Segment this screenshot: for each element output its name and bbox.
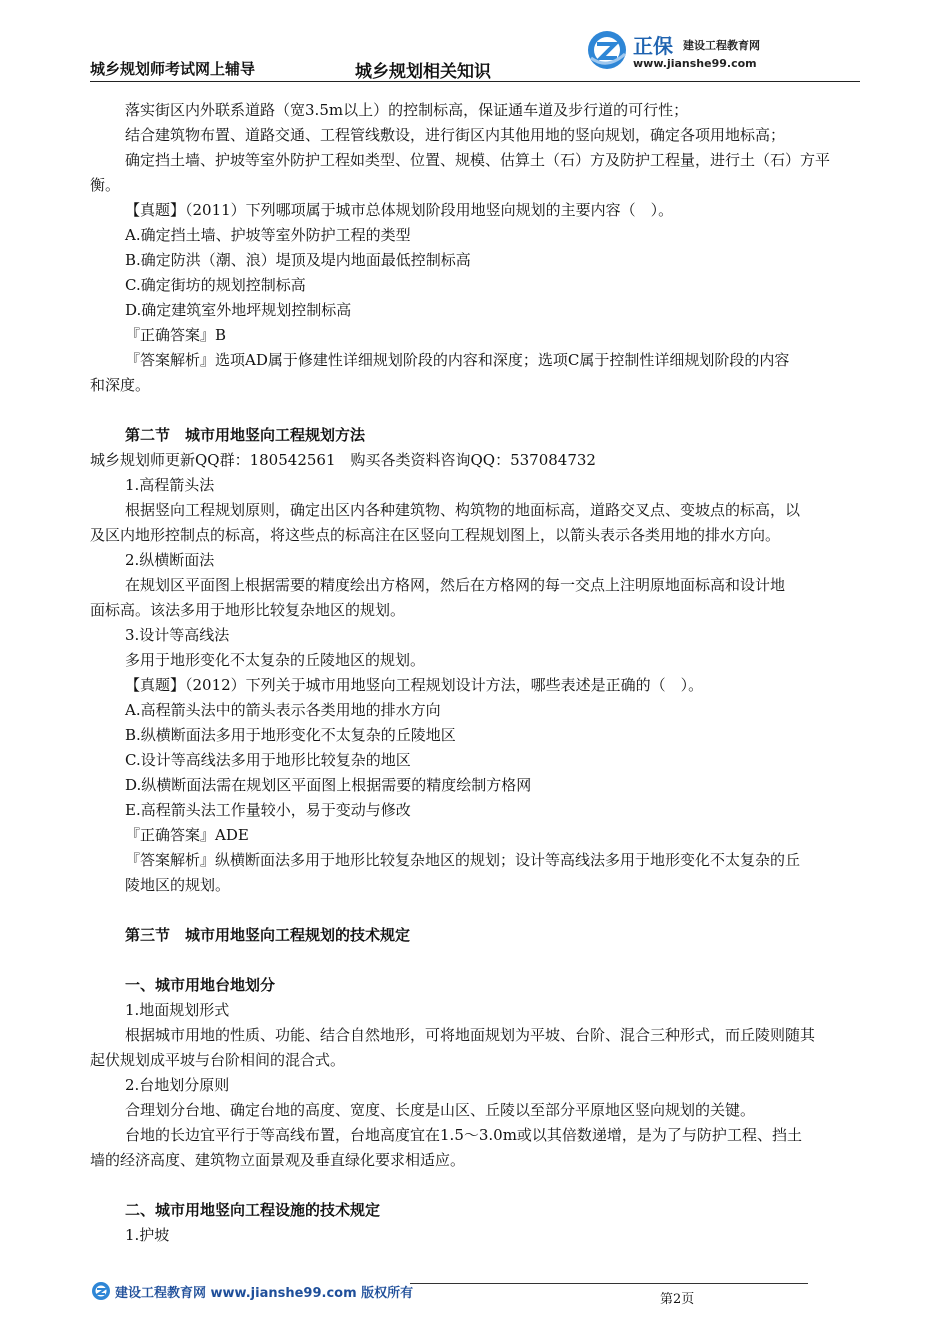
option-b: B.纵横断面法多用于地形变化不太复杂的丘陵地区 bbox=[125, 726, 456, 744]
subheading: 1.高程箭头法 bbox=[125, 476, 215, 494]
page-number: 第2页 bbox=[660, 1292, 695, 1307]
header-rule bbox=[90, 81, 860, 82]
option-a: A.高程箭头法中的箭头表示各类用地的排水方向 bbox=[125, 701, 441, 719]
footer-text: 建设工程教育网 www.jianshe99.com 版权所有 bbox=[115, 1286, 414, 1301]
qq-info: 城乡规划师更新QQ群：180542561 购买各类资料咨询QQ：537084732 bbox=[90, 451, 596, 469]
option-e: E.高程箭头法工作量较小，易于变动与修改 bbox=[125, 801, 411, 819]
text-line: 确定挡土墙、护坡等室外防护工程如类型、位置、规模、估算土（石）方及防护工程量，进行土（石）方平 bbox=[125, 151, 831, 169]
subheading: 1.护坡 bbox=[125, 1226, 170, 1244]
text-line: 墙的经济高度、建筑物立面景观及垂直绿化要求相适应。 bbox=[90, 1151, 466, 1169]
text-line: 根据竖向工程规划原则，确定出区内各种建筑物、构筑物的地面标高，道路交叉点、变坡点的标高，以 bbox=[125, 501, 801, 519]
text-line: 及区内地形控制点的标高，将这些点的标高注在区竖向工程规划图上，以箭头表示各类用地的排水方向。 bbox=[90, 526, 781, 544]
question-stem: 【真题】（2011）下列哪项属于城市总体规划阶段用地竖向规划的主要内容（ ）。 bbox=[125, 201, 674, 219]
text-line: 和深度。 bbox=[90, 376, 151, 394]
section-heading: 第三节 城市用地竖向工程规划的技术规定 bbox=[125, 926, 411, 944]
option-c: C.确定街坊的规划控制标高 bbox=[125, 276, 306, 294]
footer-logo-icon bbox=[90, 1281, 112, 1301]
text-line: 在规划区平面图上根据需要的精度绘出方格网，然后在方格网的每一交点上注明原地面标高和设计地 bbox=[125, 576, 786, 594]
footer-rule bbox=[410, 1283, 808, 1284]
subsection-heading: 二、城市用地竖向工程设施的技术规定 bbox=[125, 1201, 381, 1219]
text-line: 多用于地形变化不太复杂的丘陵地区的规划。 bbox=[125, 651, 426, 669]
correct-answer: 『正确答案』ADE bbox=[125, 826, 249, 844]
text-line: 陵地区的规划。 bbox=[125, 876, 231, 894]
question-stem: 【真题】（2012）下列关于城市用地竖向工程规划设计方法，哪些表述是正确的（ ）。 bbox=[125, 676, 704, 694]
text-line: 台地的长边宜平行于等高线布置，台地高度宜在1.5～3.0m或以其倍数递增，是为了与防护工程、挡土 bbox=[125, 1126, 802, 1144]
text-line: 衡。 bbox=[90, 176, 121, 194]
header-left-title: 城乡规划师考试网上辅导 bbox=[90, 60, 256, 78]
text-line: 根据城市用地的性质、功能、结合自然地形，可将地面规划为平坡、台阶、混合三种形式，而丘陵则随其 bbox=[125, 1026, 816, 1044]
subheading: 2.纵横断面法 bbox=[125, 551, 215, 569]
correct-answer: 『正确答案』B bbox=[125, 326, 227, 344]
text-line: 结合建筑物布置、道路交通、工程管线敷设，进行街区内其他用地的竖向规划，确定各项用地标高； bbox=[125, 126, 786, 144]
text-line: 合理划分台地、确定台地的高度、宽度、长度是山区、丘陵以至部分平原地区竖向规划的关键。 bbox=[125, 1101, 756, 1119]
option-d: D.确定建筑室外地坪规划控制标高 bbox=[125, 301, 352, 319]
header-center-title: 城乡规划相关知识 bbox=[355, 62, 491, 82]
option-a: A.确定挡土墙、护坡等室外防护工程的类型 bbox=[125, 226, 411, 244]
text-line: 落实街区内外联系道路（宽3.5m以上）的控制标高，保证通车道及步行道的可行性； bbox=[125, 101, 689, 119]
option-d: D.纵横断面法需在规划区平面图上根据需要的精度绘制方格网 bbox=[125, 776, 532, 794]
section-heading: 第二节 城市用地竖向工程规划方法 bbox=[125, 426, 366, 444]
text-line: 面标高。该法多用于地形比较复杂地区的规划。 bbox=[90, 601, 406, 619]
logo-swirl-icon bbox=[585, 28, 629, 72]
subheading: 2.台地划分原则 bbox=[125, 1076, 230, 1094]
logo-subtitle: 建设工程教育网 bbox=[683, 39, 760, 52]
logo-url: www.jianshe99.com bbox=[633, 57, 757, 70]
subheading: 3.设计等高线法 bbox=[125, 626, 230, 644]
subheading: 1.地面规划形式 bbox=[125, 1001, 230, 1019]
text-line: 起伏规划成平坡与台阶相间的混合式。 bbox=[90, 1051, 346, 1069]
answer-analysis: 『答案解析』选项AD属于修建性详细规划阶段的内容和深度；选项C属于控制性详细规划阶段的内容 bbox=[125, 351, 790, 369]
brand-logo bbox=[585, 24, 865, 80]
logo-name: 正保 bbox=[633, 34, 673, 58]
answer-analysis: 『答案解析』纵横断面法多用于地形比较复杂地区的规划；设计等高线法多用于地形变化不太复杂的丘 bbox=[125, 851, 801, 869]
option-c: C.设计等高线法多用于地形比较复杂的地区 bbox=[125, 751, 411, 769]
option-b: B.确定防洪（潮、浪）堤顶及堤内地面最低控制标高 bbox=[125, 251, 471, 269]
subsection-heading: 一、城市用地台地划分 bbox=[125, 976, 276, 994]
